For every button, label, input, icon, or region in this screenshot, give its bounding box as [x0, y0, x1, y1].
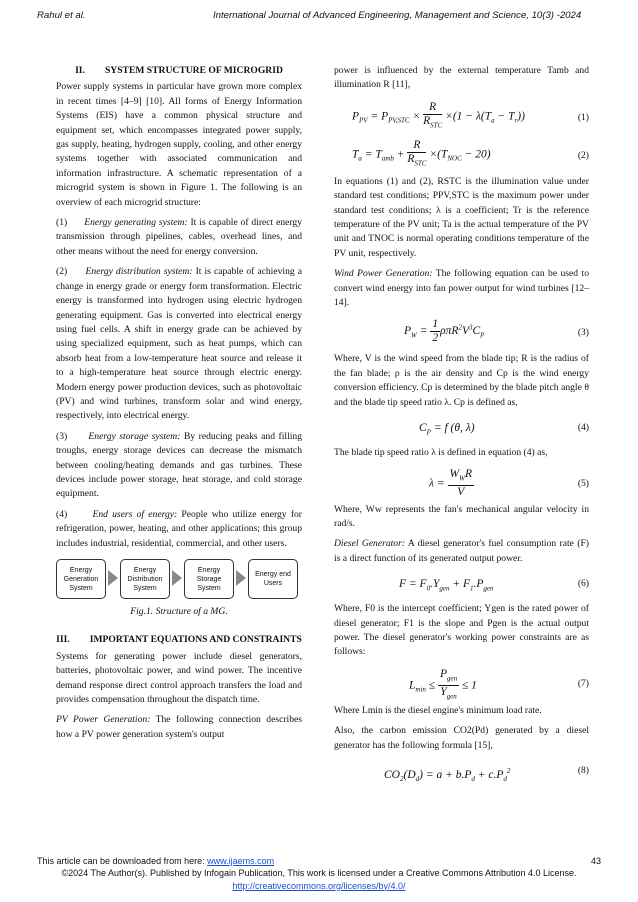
paragraph: Where, V is the wind speed from the blade tip; R is the radius of the fan blade; ρ is the air density and Cp is the wind energy conversion efficiency. Cp is determined by the blade pitch angle θ and the blade tip speed ratio λ. Cp is defined as, — [334, 353, 589, 408]
equation-8: $CO_2(D_d) = a + b.P_d + c.P_d^2$ (8) — [384, 764, 589, 784]
list-item: (2) Energy distribution system: It is capable of achieving a change in energy grade or energy form transformation. Electric energy is transformed into hydrogen using electric hydrogen generating equipment. Gas is converted into electrical energy using fuel cells. A shift in energy grade can be achieved by using specialized equipment, such as heat pumps, which can absorb heat from a low-temperature heat source and release it to a high-temperature heat source through electric energy. Modern energy power production devices, such as photovoltaic (PV) and wind turbines, transform solar and wind energy, respectively, into electrical energy. — [56, 266, 302, 422]
paragraph: Diesel Generator: A diesel generator's fuel consumption rate (F) is a direct function of its generated output power. — [334, 538, 589, 564]
header-authors: Rahul et al. — [37, 10, 86, 21]
arrow-icon — [108, 570, 118, 586]
paragraph: Wind Power Generation: The following equation can be used to convert wind energy into fan power output for wind turbines [12–14]. — [334, 268, 589, 309]
equation-2: $T_a = T_{amb}$ + $\frac{R}{R_{STC}}$ $\times(T_{NOC} - 20)$ (2) — [352, 138, 589, 168]
left-column — [56, 64, 302, 748]
paragraph: Also, the carbon emission CO2(Pd) generated by a diesel generator has the following formula [15], — [334, 725, 589, 751]
paragraph: Where Lmin is the diesel engine's minimum load rate. — [334, 704, 542, 716]
section-3-intro: Systems for generating power include diesel generators, batteries, photovoltaic power, and wind power. The incentive demand response direct control approach transfers the load and provides compensation throughout the dispatch time. — [56, 650, 302, 706]
diagram-box-end-users: Energy end Users — [248, 559, 298, 599]
arrow-icon — [236, 570, 246, 586]
right-column — [334, 64, 589, 789]
diagram-box-storage: Energy Storage System — [184, 559, 234, 599]
microgrid-structure-diagram — [56, 557, 302, 601]
paragraph: power is influenced by the external temperature Tamb and illumination R [11], — [334, 65, 589, 91]
footer-license: ©2024 The Author(s). Published by Infogain Publication, This work is licensed under a Creative Commons Attribution 4.0 License. — [61, 868, 577, 878]
page-number: 43 — [590, 856, 601, 866]
running-header — [37, 10, 601, 24]
arrow-icon — [172, 570, 182, 586]
paragraph: Where, Ww represents the fan's mechanical angular velocity in rad/s. — [334, 503, 589, 529]
footer-site-link[interactable]: www.ijaems.com — [207, 856, 275, 866]
list-item: (1) Energy generating system: It is capable of direct energy transmission through pipelines, cables, overhead lines, and other means without the need for energy conversion. — [56, 217, 302, 257]
section-3-heading: III. IMPORTANT EQUATIONS AND CONSTRAINTS — [56, 634, 302, 646]
page-footer — [37, 855, 601, 892]
equation-4: $C_P = f$ (θ, λ) (4) — [419, 422, 589, 437]
figure-caption: Fig.1. Structure of a MG. — [130, 606, 228, 617]
section-2-intro: Power supply systems in particular have grown more complex in recent times [4–9] [10]. All forms of Energy Information Systems (EIS) have a common physical structure and equipment set, which encompasses integrated power supply, gas supply, heating, hydrogen supply, cooling, and other energy systems together with associated communication and information infrastructure. A schematic representation of a microgrid system is shown in Figure 1. The following is an overview of each microgrid structure: — [56, 81, 302, 208]
section-2-heading: II. SYSTEM STRUCTURE OF MICROGRID — [75, 65, 283, 76]
equation-3: $P_W$ = $\frac{1}{2}$ $\rho\pi R^2V^3C_P$ (3) — [404, 318, 589, 345]
diagram-box-distribution: Energy Distribution System — [120, 559, 170, 599]
paragraph: In equations (1) and (2), RSTC is the illumination value under standard test conditions; PPV,STC is the maximum power under standard test conditions; λ is a coefficient; Tr is the reference temperature of the PV unit; Ta is the actual temperature of the PV unit and TNOC is normal operating conditions temperature of the PV unit, respectively. — [334, 175, 589, 259]
pv-paragraph: PV Power Generation: The following connection describes how a PV power generation system's output — [56, 714, 302, 740]
equation-6: $F = F_0.Y_{gen} + F_1.P_{gen}$ (6) — [399, 578, 589, 593]
equation-1: $P_{PV} = P_{PV,STC}$ × $\frac{R}{R_{STC}}$ $\times(1 - \lambda(T_a - T_r))$ (1) — [352, 100, 589, 130]
diagram-box-generation: Energy Generation System — [56, 559, 106, 599]
footer-license-link[interactable]: http://creativecommons.org/licenses/by/4.0/ — [232, 880, 406, 891]
header-journal: International Journal of Advanced Engineering, Management and Science, 10(3) -2024 — [213, 10, 582, 21]
equation-7: $L_{min}$ ≤ $\frac{P_{gen}}{Y_{gen}}$ ≤ 1 (7) — [409, 667, 589, 701]
paragraph: The blade tip speed ratio λ is defined in equation (4) as, — [334, 447, 548, 459]
footer-download-text: This article can be downloaded from here: — [37, 856, 205, 866]
paragraph: Where, F0 is the intercept coefficient; Ygen is the rated power of diesel generator; F1 is the slope and Pgen is the actual output power. The diesel generator's working power constraints are as follows: — [334, 603, 589, 658]
list-item: (4) End users of energy: People who utilize energy for refrigeration, power, heating, and other applications; this group includes industrial, residential, commercial, and other users. — [56, 508, 303, 549]
list-item: (3) Energy storage system: By reducing peaks and filling troughs, energy storage devices can decrease the mismatch between cooling/heating demands and gas turbines. These devices include power storage, heat storage, and cold storage equipment. — [56, 430, 303, 500]
equation-5: λ = $\frac{W_WR}{V}$ (5) — [429, 467, 589, 498]
